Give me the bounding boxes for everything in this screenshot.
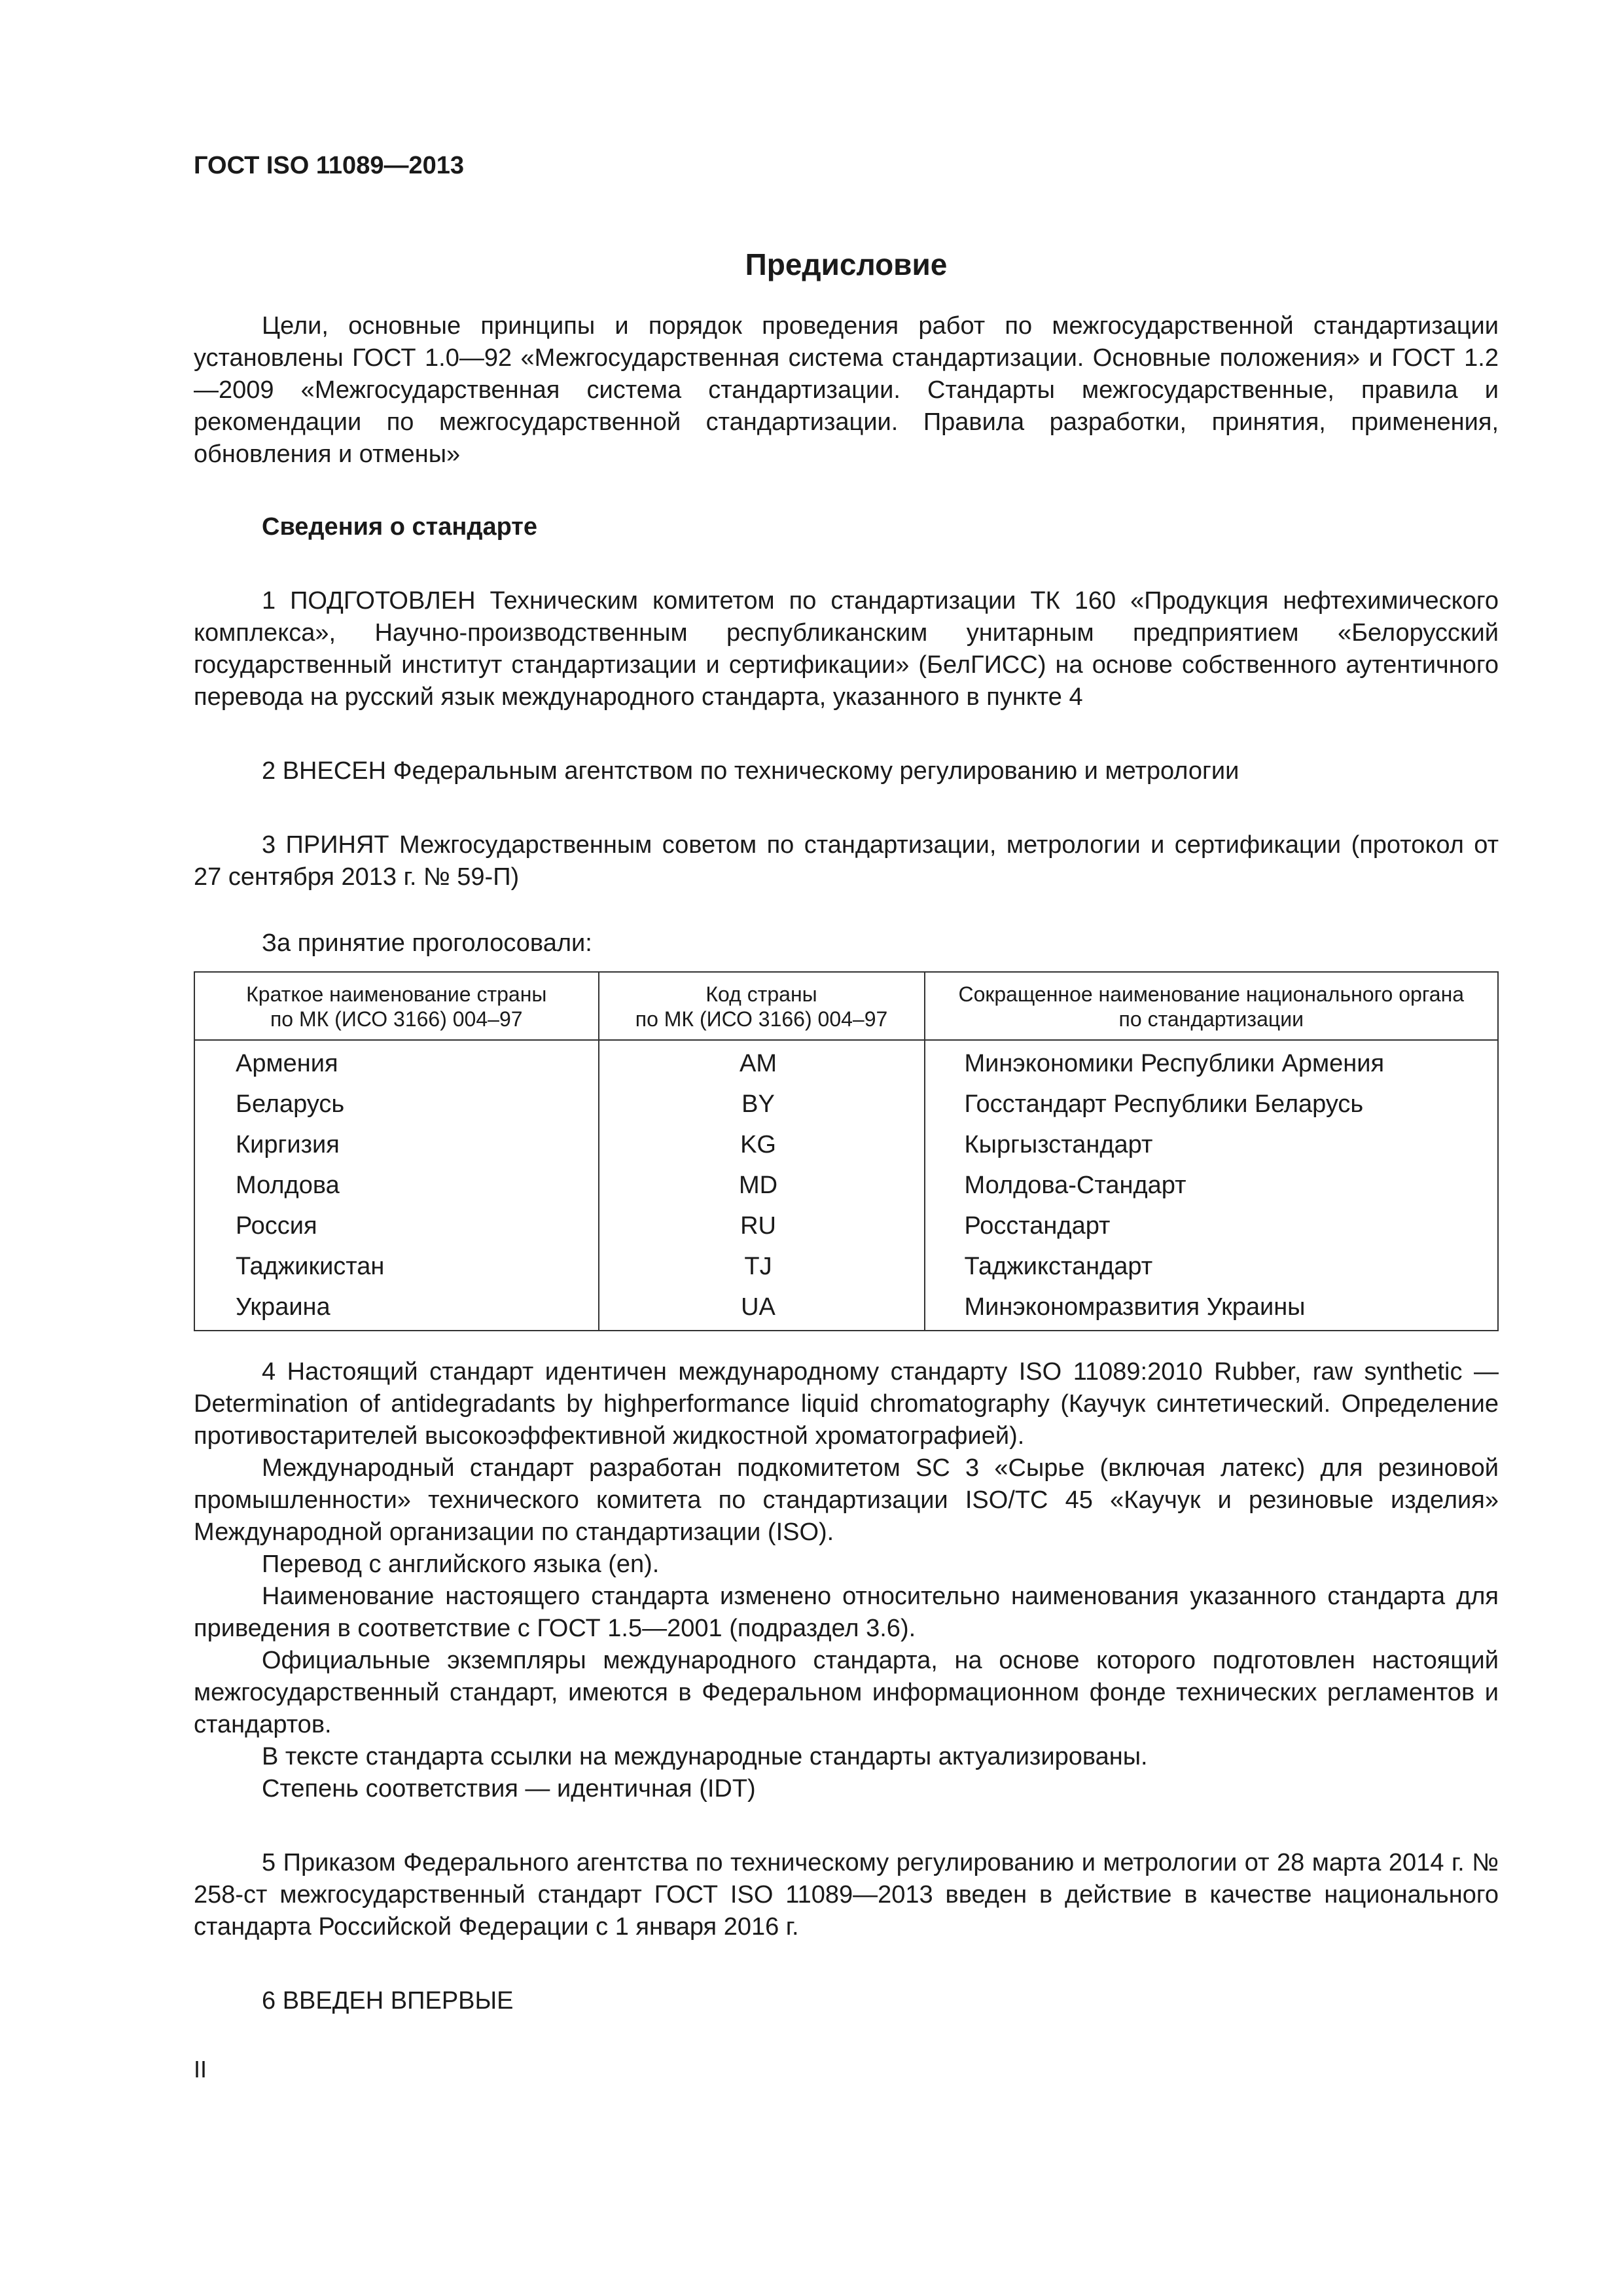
national-body: Таджикстандарт — [925, 1246, 1498, 1287]
national-body: Кыргызстандарт — [925, 1124, 1498, 1165]
item-2-paragraph: 2 ВНЕСЕН Федеральным агентством по техническому регулированию и метрологии — [262, 757, 1240, 785]
page-title: Предисловие — [745, 247, 948, 281]
table-row — [194, 1124, 1498, 1165]
header-country-code-line2: по МК (ИСО 3166) 004–97 — [635, 1007, 888, 1031]
intro-paragraph: Цели, основные принципы и порядок проведения работ по межгосударственной стандартизации установлены ГОСТ 1.0—92 «Межгосударственная система стандартизации. Основные положения» и ГОСТ 1.2—2009 «Межгосударственная система стандартизации. Стандарты межгосударственные, правила и рекомендации по межгосударственной стандартизации. Правила разработки, принятия, применения, обновления и отмены» — [194, 312, 1499, 468]
country-name: Молдова — [194, 1165, 599, 1206]
header-country-code — [599, 972, 925, 1040]
table-row — [194, 1246, 1498, 1287]
national-body: Минэкономразвития Украины — [925, 1287, 1498, 1331]
item-1-paragraph: 1 ПОДГОТОВЛЕН Техническим комитетом по стандартизации ТК 160 «Продукция нефтехимического комплекса», Научно-производственным республиканским унитарным предприятием «Белорусский государственный институт стандартизации и сертификации» (БелГИСС) на основе собственного аутентичного перевода на русский язык международного стандарта, указанного в пункте 4 — [194, 587, 1499, 711]
country-code: UA — [599, 1287, 925, 1331]
national-body: Молдова-Стандарт — [925, 1165, 1498, 1206]
header-country-name-line2: по МК (ИСО 3166) 004–97 — [270, 1007, 523, 1031]
document-page — [194, 151, 1499, 2017]
national-body: Росстандарт — [925, 1206, 1498, 1246]
country-name: Украина — [194, 1287, 599, 1331]
table-row — [194, 1206, 1498, 1246]
item-4-official-copies: Официальные экземпляры международного стандарта, на основе которого подготовлен настоящий межгосударственный стандарт, имеются в Федеральном информационном фонде технических регламентов и стандартов. — [194, 1647, 1499, 1738]
item-3-paragraph: 3 ПРИНЯТ Межгосударственным советом по стандартизации, метрологии и сертификации (протокол от 27 сентября 2013 г. № 59-П) — [194, 831, 1499, 891]
vote-intro: За принятие проголосовали: — [262, 929, 592, 957]
country-code: KG — [599, 1124, 925, 1165]
country-code: MD — [599, 1165, 925, 1206]
country-code: AM — [599, 1040, 925, 1084]
header-country-name-line1: Краткое наименование страны — [246, 982, 547, 1006]
country-code: TJ — [599, 1246, 925, 1287]
table-row — [194, 1165, 1498, 1206]
document-code: ГОСТ ISO 11089—2013 — [194, 152, 464, 179]
countries-table — [194, 971, 1499, 1331]
country-name: Таджикистан — [194, 1246, 599, 1287]
item-4-conformity: Степень соответствия — идентичная (IDT) — [262, 1775, 756, 1803]
header-national-body — [925, 972, 1498, 1040]
item-4-name-change: Наименование настоящего стандарта изменено относительно наименования указанного стандарта для приведения в соответствие с ГОСТ 1.5—2001 (подраздел 3.6). — [194, 1583, 1499, 1642]
table-row — [194, 1040, 1498, 1084]
country-name: Киргизия — [194, 1124, 599, 1165]
country-name: Армения — [194, 1040, 599, 1084]
item-4-paragraph: 4 Настоящий стандарт идентичен международному стандарту ISO 11089:2010 Rubber, raw synthetic — Determination of antidegradants by highperformance liquid chromatography (Каучук синтетический. Определение противостарителей высокоэффективной жидкостной хроматографией). — [194, 1358, 1499, 1450]
country-name: Россия — [194, 1206, 599, 1246]
table-row — [194, 1084, 1498, 1124]
country-code: RU — [599, 1206, 925, 1246]
section-heading: Сведения о стандарте — [262, 513, 538, 541]
table-header-row — [194, 972, 1498, 1040]
item-4-translation: Перевод с английского языка (en). — [262, 1551, 660, 1578]
item-6-paragraph: 6 ВВЕДЕН ВПЕРВЫЕ — [262, 1987, 514, 2015]
header-national-body-line1: Сокращенное наименование национального органа — [958, 982, 1465, 1006]
national-body: Госстандарт Республики Беларусь — [925, 1084, 1498, 1124]
header-country-name — [194, 972, 599, 1040]
country-name: Беларусь — [194, 1084, 599, 1124]
table-row — [194, 1287, 1498, 1331]
header-country-code-line1: Код страны — [705, 982, 817, 1006]
page-number: II — [194, 2056, 207, 2083]
item-4-references: В тексте стандарта ссылки на международные стандарты актуализированы. — [262, 1743, 1148, 1770]
item-5-paragraph: 5 Приказом Федерального агентства по техническому регулированию и метрологии от 28 марта 2014 г. № 258-ст межгосударственный стандарт ГОСТ ISO 11089—2013 введен в действие в качестве национального стандарта Российской Федерации с 1 января 2016 г. — [194, 1849, 1499, 1941]
national-body: Минэкономики Республики Армения — [925, 1040, 1498, 1084]
item-4-subcommittee: Международный стандарт разработан подкомитетом SC 3 «Сырье (включая латекс) для резиновой промышленности» технического комитета по стандартизации ISO/TC 45 «Каучук и резиновые изделия» Международной организации по стандартизации (ISO). — [194, 1454, 1499, 1546]
country-code: BY — [599, 1084, 925, 1124]
header-national-body-line2: по стандартизации — [1118, 1007, 1304, 1031]
